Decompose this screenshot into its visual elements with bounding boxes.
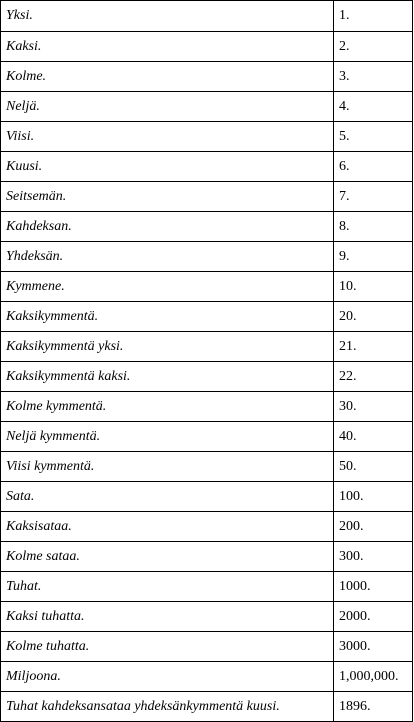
table-row [1,62,413,92]
number-word-cell: Kaksikymmentä kaksi. [1,362,334,392]
table-row [1,662,413,692]
number-word-cell: Kolme. [1,62,334,92]
table-row [1,452,413,482]
table-row [1,362,413,392]
table-row [1,602,413,632]
number-value-cell: 1896. [334,692,413,722]
table-row [1,302,413,332]
table-row [1,212,413,242]
table-row [1,482,413,512]
number-word-cell: Kolme sataa. [1,542,334,572]
number-value-cell: 6. [334,152,413,182]
table-row [1,272,413,302]
number-word-cell: Kaksikymmentä yksi. [1,332,334,362]
number-value-cell: 3. [334,62,413,92]
number-value-cell: 8. [334,212,413,242]
number-value-cell: 7. [334,182,413,212]
number-value-cell: 4. [334,92,413,122]
table-row [1,392,413,422]
table-row [1,152,413,182]
number-value-cell: 3000. [334,632,413,662]
table-row [1,242,413,272]
number-value-cell: 1000. [334,572,413,602]
table-row [1,542,413,572]
number-word-cell: Seitsemän. [1,182,334,212]
number-word-cell: Viisi kymmentä. [1,452,334,482]
table-row [1,692,413,722]
number-value-cell: 2. [334,32,413,62]
number-value-cell: 30. [334,392,413,422]
number-word-cell: Kaksikymmentä. [1,302,334,332]
number-word-cell: Tuhat. [1,572,334,602]
number-value-cell: 20. [334,302,413,332]
table-row [1,1,413,32]
number-word-cell: Yksi. [1,1,334,32]
number-value-cell: 300. [334,542,413,572]
number-value-cell: 22. [334,362,413,392]
number-value-cell: 10. [334,272,413,302]
number-word-cell: Kymmene. [1,272,334,302]
number-value-cell: 21. [334,332,413,362]
number-word-cell: Kolme kymmentä. [1,392,334,422]
number-value-cell: 1,000,000. [334,662,413,692]
number-word-cell: Tuhat kahdeksansataa yhdeksänkymmentä kuusi. [1,692,334,722]
number-word-cell: Kolme tuhatta. [1,632,334,662]
table-body [1,1,413,722]
table-row [1,122,413,152]
table-row [1,572,413,602]
table-row [1,512,413,542]
number-value-cell: 9. [334,242,413,272]
number-value-cell: 2000. [334,602,413,632]
table-row [1,92,413,122]
number-word-cell: Yhdeksän. [1,242,334,272]
number-word-cell: Kaksi. [1,32,334,62]
number-word-cell: Neljä kymmentä. [1,422,334,452]
number-word-cell: Viisi. [1,122,334,152]
number-value-cell: 50. [334,452,413,482]
table-row [1,632,413,662]
number-value-cell: 200. [334,512,413,542]
number-word-cell: Kaksi tuhatta. [1,602,334,632]
number-value-cell: 1. [334,1,413,32]
number-word-cell: Miljoona. [1,662,334,692]
number-value-cell: 40. [334,422,413,452]
number-word-cell: Kuusi. [1,152,334,182]
number-word-cell: Neljä. [1,92,334,122]
number-word-cell: Kaksisataa. [1,512,334,542]
table-row [1,32,413,62]
number-word-cell: Kahdeksan. [1,212,334,242]
number-value-cell: 100. [334,482,413,512]
table-row [1,422,413,452]
table-row [1,332,413,362]
table-row [1,182,413,212]
number-value-cell: 5. [334,122,413,152]
number-word-cell: Sata. [1,482,334,512]
